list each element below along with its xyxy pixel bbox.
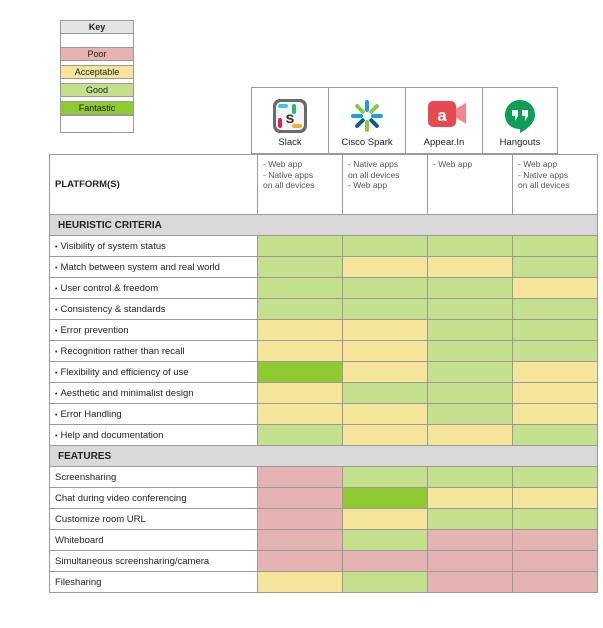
key-item-good: Good — [61, 83, 133, 97]
row-label-text: Consistency & standards — [60, 303, 166, 315]
platform-header-cisco-spark — [328, 87, 406, 154]
rating-cell — [258, 320, 343, 341]
svg-text:a: a — [437, 106, 447, 125]
row-label — [50, 236, 258, 257]
bullet-icon: • — [55, 243, 58, 251]
rating-cell — [258, 299, 343, 320]
row-label-text: Error prevention — [60, 324, 129, 336]
rating-cell — [513, 467, 598, 488]
cisco-spark-logo-icon — [349, 98, 385, 134]
row-label-text: Whiteboard — [55, 534, 104, 546]
table-row — [50, 467, 598, 488]
rating-cell — [258, 488, 343, 509]
rating-cell — [428, 551, 513, 572]
rating-cell — [513, 404, 598, 425]
rating-cell — [428, 425, 513, 446]
rating-cell — [343, 551, 428, 572]
rating-cell — [343, 488, 428, 509]
svg-text:s: s — [285, 110, 295, 127]
platform-name-hangouts: Hangouts — [499, 137, 541, 148]
rating-cell — [343, 572, 428, 593]
rating-cell — [258, 425, 343, 446]
rating-cell — [428, 509, 513, 530]
rating-cell — [428, 530, 513, 551]
table-row — [50, 299, 598, 320]
availability-hangouts: - Web app - Native apps on all devices — [513, 155, 598, 215]
rating-cell — [258, 362, 343, 383]
table-row — [50, 425, 598, 446]
rating-cell — [343, 236, 428, 257]
rating-cell — [513, 362, 598, 383]
table-row — [50, 530, 598, 551]
rating-cell — [428, 299, 513, 320]
rating-cell — [513, 257, 598, 278]
section-header — [50, 215, 598, 236]
key-item-poor: Poor — [61, 47, 133, 61]
table-row — [50, 320, 598, 341]
rating-cell — [343, 383, 428, 404]
rating-cell — [343, 278, 428, 299]
rating-cell — [428, 362, 513, 383]
rating-cell — [343, 299, 428, 320]
table-row — [50, 572, 598, 593]
rating-cell — [513, 299, 598, 320]
rating-cell — [513, 488, 598, 509]
table-row — [50, 341, 598, 362]
key-item-fantastic: Fantastic — [61, 101, 133, 115]
rating-cell — [343, 362, 428, 383]
row-label — [50, 551, 258, 572]
rating-cell — [343, 425, 428, 446]
rating-cell — [428, 467, 513, 488]
row-label-text: Flexibility and efficiency of use — [60, 366, 189, 378]
rating-cell — [343, 320, 428, 341]
row-label-text: Aesthetic and minimalist design — [60, 387, 194, 399]
row-label-text: Filesharing — [55, 576, 102, 588]
key-title: Key — [61, 21, 133, 34]
table-row — [50, 383, 598, 404]
rating-cell — [428, 320, 513, 341]
section-title: FEATURES — [50, 446, 598, 467]
platform-header-slack — [251, 87, 329, 154]
rating-cell — [513, 236, 598, 257]
comparison-table — [49, 154, 598, 593]
availability-slack: - Web app - Native apps on all devices — [258, 155, 343, 215]
bullet-icon: • — [55, 369, 58, 377]
rating-cell — [513, 509, 598, 530]
rating-cell — [428, 488, 513, 509]
rating-cell — [513, 551, 598, 572]
availability-appear-in: - Web app — [428, 155, 513, 215]
rating-cell — [513, 572, 598, 593]
hangouts-logo-icon — [502, 98, 538, 134]
row-label — [50, 341, 258, 362]
row-label-text: Customize room URL — [55, 513, 146, 525]
rating-cell — [428, 383, 513, 404]
rating-cell — [258, 572, 343, 593]
rating-cell — [258, 341, 343, 362]
row-label — [50, 509, 258, 530]
rating-cell — [428, 278, 513, 299]
platform-name-slack: Slack — [278, 137, 302, 148]
platform-name-cisco-spark: Cisco Spark — [341, 137, 393, 148]
bullet-icon: • — [55, 327, 58, 335]
rating-cell — [258, 467, 343, 488]
table-row — [50, 278, 598, 299]
rating-cell — [513, 383, 598, 404]
platform-header-appear-in — [405, 87, 483, 154]
platform-row-label: PLATFORM(S) — [50, 155, 258, 215]
appear-in-logo-icon — [421, 98, 467, 134]
rating-cell — [428, 572, 513, 593]
table-row — [50, 509, 598, 530]
key-item-acceptable: Acceptable — [61, 65, 133, 79]
row-label-text: Error Handling — [60, 408, 122, 420]
row-label-text: Help and documentation — [60, 429, 164, 441]
rating-cell — [258, 551, 343, 572]
row-label-text: User control & freedom — [60, 282, 159, 294]
rating-cell — [258, 404, 343, 425]
row-label — [50, 572, 258, 593]
rating-cell — [343, 257, 428, 278]
rating-cell — [343, 341, 428, 362]
color-key — [60, 20, 134, 133]
bullet-icon: • — [55, 285, 58, 293]
rating-cell — [513, 320, 598, 341]
rating-cell — [258, 509, 343, 530]
rating-cell — [343, 530, 428, 551]
section-header — [50, 446, 598, 467]
rating-cell — [258, 383, 343, 404]
rating-cell — [258, 278, 343, 299]
rating-cell — [258, 530, 343, 551]
rating-cell — [513, 425, 598, 446]
row-label — [50, 530, 258, 551]
rating-cell — [428, 404, 513, 425]
row-label — [50, 278, 258, 299]
rating-cell — [258, 236, 343, 257]
row-label-text: Chat during video conferencing — [55, 492, 187, 504]
table-row — [50, 488, 598, 509]
bullet-icon: • — [55, 264, 58, 272]
row-label-text: Screensharing — [55, 471, 117, 483]
rating-cell — [258, 257, 343, 278]
availability-cisco-spark: - Native apps on all devices - Web app — [343, 155, 428, 215]
table-row — [50, 236, 598, 257]
rating-cell — [343, 467, 428, 488]
slack-logo-icon — [272, 98, 308, 134]
row-label — [50, 488, 258, 509]
platform-header-hangouts — [482, 87, 558, 154]
table-row — [50, 404, 598, 425]
table-row — [50, 362, 598, 383]
bullet-icon: • — [55, 390, 58, 398]
rating-cell — [513, 278, 598, 299]
rating-cell — [428, 341, 513, 362]
rating-cell — [343, 404, 428, 425]
row-label — [50, 383, 258, 404]
bullet-icon: • — [55, 432, 58, 440]
rating-cell — [343, 509, 428, 530]
row-label — [50, 404, 258, 425]
rating-cell — [428, 236, 513, 257]
section-title: HEURISTIC CRITERIA — [50, 215, 598, 236]
bullet-icon: • — [55, 306, 58, 314]
row-label — [50, 320, 258, 341]
rating-cell — [513, 530, 598, 551]
row-label-text: Match between system and real world — [60, 261, 220, 273]
row-label — [50, 425, 258, 446]
platform-row — [50, 155, 598, 215]
table-row — [50, 257, 598, 278]
bullet-icon: • — [55, 348, 58, 356]
row-label-text: Visibility of system status — [60, 240, 166, 252]
bullet-icon: • — [55, 411, 58, 419]
row-label — [50, 362, 258, 383]
row-label-text: Recognition rather than recall — [60, 345, 185, 357]
rating-cell — [513, 341, 598, 362]
table-row — [50, 551, 598, 572]
row-label — [50, 467, 258, 488]
row-label — [50, 299, 258, 320]
platform-name-appear-in: Appear.In — [423, 137, 465, 148]
rating-cell — [428, 257, 513, 278]
row-label-text: Simultaneous screensharing/camera — [55, 555, 210, 567]
row-label — [50, 257, 258, 278]
